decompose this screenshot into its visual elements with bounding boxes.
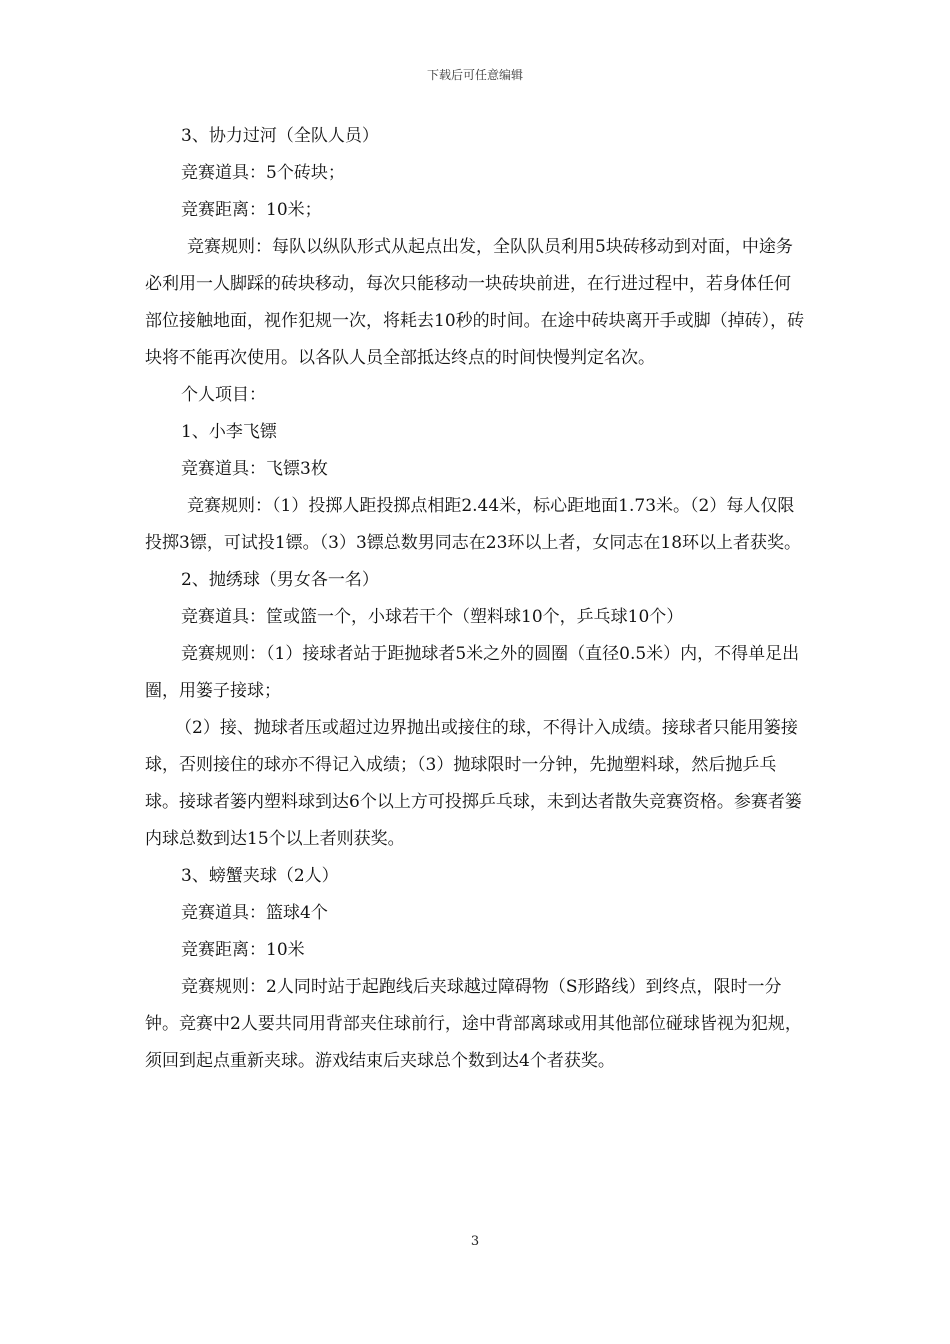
ball-toss-rules-1: 竞赛规则：（1）接球者站于距抛球者5米之外的圆圈（直径0.5米）内，不得单足出圈，用篓子接球； bbox=[145, 644, 800, 701]
crossing-rules: 竞赛规则：每队以纵队形式从起点出发，全队队员利用5块砖移动到对面，中途务必利用一人脚踩的砖块移动，每次只能移动一块砖块前进，在行进过程中，若身体任何部位接触地面，视作犯规一次，将耗去10秒的时间。在途中砖块离开手或脚（掉砖），砖块将不能再次使用。以各队人员全部抵达终点的时间快慢判定名次。 bbox=[145, 237, 805, 368]
darts-equipment: 竞赛道具：飞镖3枚 bbox=[181, 459, 328, 479]
crossing-equipment: 竞赛道具：5个砖块； bbox=[181, 163, 345, 183]
crab-ball-rules: 竞赛规则：2人同时站于起跑线后夹球越过障碍物（S形路线）到终点，限时一分钟。竞赛中2人要共同用背部夹住球前行，途中背部离球或用其他部位碰球皆视为犯规，须回到起点重新夹球。游戏结束后夹球总个数到达4个者获奖。 bbox=[145, 977, 802, 1071]
section-title-darts: 1、小李飞镖 bbox=[181, 422, 277, 442]
page-header: 下载后可任意编辑 bbox=[426, 68, 523, 82]
page-number: 3 bbox=[470, 1234, 480, 1249]
crossing-distance: 竞赛距离：10米； bbox=[181, 200, 322, 220]
individual-events-heading: 个人项目： bbox=[181, 385, 266, 405]
section-title-ball-toss: 2、抛绣球（男女各一名） bbox=[181, 570, 379, 590]
darts-rules: 竞赛规则：（1）投掷人距投掷点相距2.44米，标心距地面1.73米。（2）每人仅限投掷3镖，可试投1镖。（3）3镖总数男同志在23环以上者，女同志在18环以上者获奖。 bbox=[145, 496, 802, 553]
crab-ball-equipment: 竞赛道具：篮球4个 bbox=[181, 903, 328, 923]
section-title-crab-ball: 3、螃蟹夹球（2人） bbox=[181, 866, 339, 886]
document-body bbox=[145, 118, 805, 1080]
crab-ball-distance: 竞赛距离：10米 bbox=[181, 940, 305, 960]
ball-toss-rules-2: （2）接、抛球者压或超过边界抛出或接住的球，不得计入成绩。接球者只能用篓接球，否则接住的球亦不得记入成绩；（3）抛球限时一分钟，先抛塑料球，然后抛乒乓球。接球者篓内塑料球到达6个以上方可投掷乒乓球，未到达者散失竞赛资格。参赛者篓内球总数到达15个以上者则获奖。 bbox=[145, 718, 802, 849]
ball-toss-equipment: 竞赛道具：筐或篮一个，小球若干个（塑料球10个，乒乓球10个） bbox=[181, 607, 684, 627]
section-title-crossing: 3、协力过河（全队人员） bbox=[181, 126, 379, 146]
